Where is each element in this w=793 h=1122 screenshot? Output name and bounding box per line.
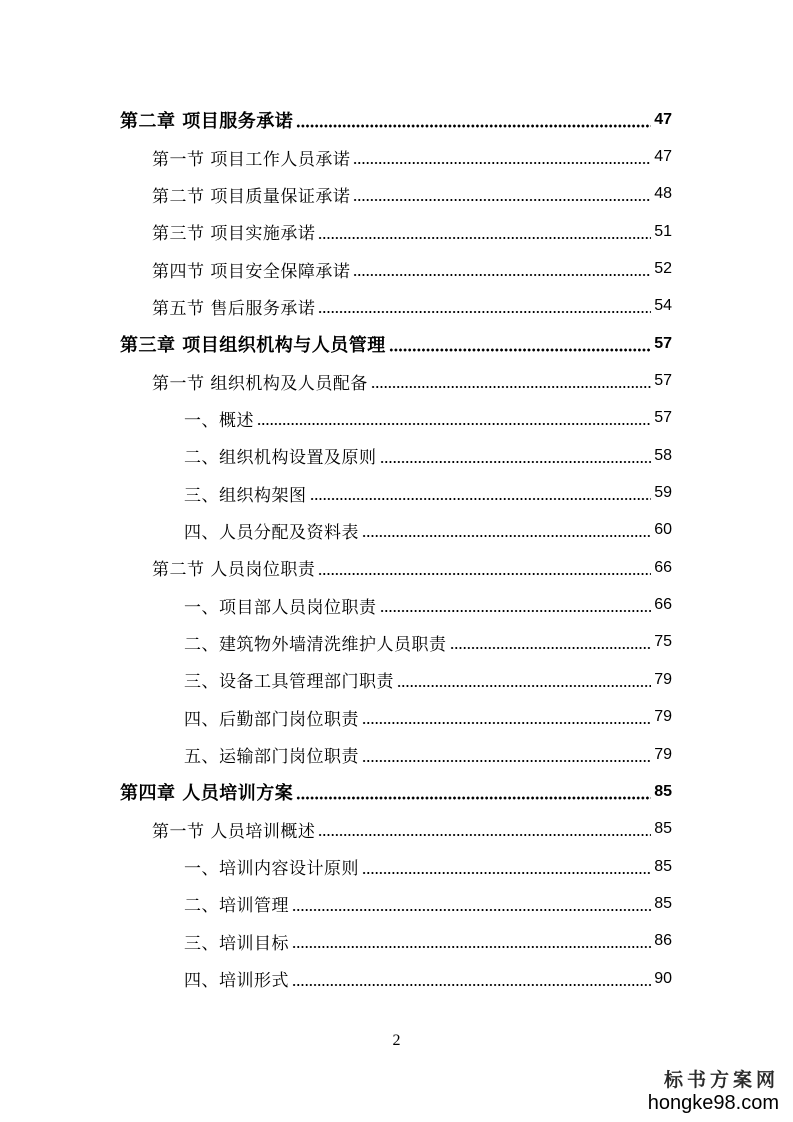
toc-dot-leader xyxy=(397,684,651,688)
toc-entry-page-number: 58 xyxy=(654,446,672,464)
toc-entry-page-number: 52 xyxy=(654,260,672,278)
toc-chapter-entry[interactable] xyxy=(0,325,793,362)
toc-entry-label: 第五节 售后服务承诺 xyxy=(152,298,316,319)
toc-entry-label: 五、运输部门岗位职责 xyxy=(184,747,359,768)
toc-entry-label: 四、后勤部门岗位职责 xyxy=(184,709,359,730)
toc-entry-label: 第三节 项目实施承诺 xyxy=(152,224,316,245)
toc-dot-leader xyxy=(450,646,652,650)
toc-subsection-entry[interactable] xyxy=(0,661,793,698)
toc-dot-leader xyxy=(292,983,651,987)
toc-entry-label: 第三章 项目组织机构与人员管理 xyxy=(120,334,386,356)
toc-entry-label: 三、培训目标 xyxy=(184,933,289,954)
toc-dot-leader xyxy=(362,871,651,875)
toc-entry-page-number: 66 xyxy=(654,596,672,614)
toc-entry-page-number: 85 xyxy=(654,857,672,875)
toc-subsection-entry[interactable] xyxy=(0,885,793,922)
toc-entry-label: 三、设备工具管理部门职责 xyxy=(184,672,394,693)
toc-subsection-entry[interactable] xyxy=(0,624,793,661)
toc-dot-leader xyxy=(371,385,651,389)
toc-entry-label: 一、培训内容设计原则 xyxy=(184,859,359,880)
toc-section-entry[interactable] xyxy=(0,250,793,287)
toc-entry-page-number: 47 xyxy=(654,148,672,166)
toc-entry-page-number: 57 xyxy=(654,409,672,427)
toc-entry-label: 第四节 项目安全保障承诺 xyxy=(152,261,351,282)
toc-section-entry[interactable] xyxy=(0,176,793,213)
toc-dot-leader xyxy=(353,273,651,277)
toc-entry-label: 四、培训形式 xyxy=(184,971,289,992)
toc-entry-label: 二、组织机构设置及原则 xyxy=(184,448,377,469)
toc-subsection-entry[interactable] xyxy=(0,512,793,549)
toc-entry-label: 第一节 组织机构及人员配备 xyxy=(152,373,368,394)
toc-section-entry[interactable] xyxy=(0,549,793,586)
toc-entry-page-number: 57 xyxy=(654,372,672,390)
toc-subsection-entry[interactable] xyxy=(0,474,793,511)
toc-dot-leader xyxy=(292,945,651,949)
toc-entry-label: 第四章 人员培训方案 xyxy=(120,782,294,804)
watermark xyxy=(629,1068,779,1114)
toc-entry-page-number: 85 xyxy=(654,782,672,800)
toc-section-entry[interactable] xyxy=(0,288,793,325)
toc-entry-page-number: 85 xyxy=(654,894,672,912)
toc-entry-label: 一、概述 xyxy=(184,410,254,431)
toc-dot-leader xyxy=(310,497,652,501)
toc-dot-leader xyxy=(318,572,651,576)
toc-entry-page-number: 79 xyxy=(654,708,672,726)
toc-subsection-entry[interactable] xyxy=(0,400,793,437)
toc-entry-label: 第二章 项目服务承诺 xyxy=(120,110,294,132)
toc-dot-leader xyxy=(362,721,651,725)
toc-dot-leader xyxy=(318,833,651,837)
toc-dot-leader xyxy=(362,759,651,763)
toc-subsection-entry[interactable] xyxy=(0,923,793,960)
toc-entry-page-number: 79 xyxy=(654,670,672,688)
toc-entry-label: 四、人员分配及资料表 xyxy=(184,522,359,543)
toc-dot-leader xyxy=(257,422,651,426)
toc-dot-leader xyxy=(318,236,651,240)
toc-subsection-entry[interactable] xyxy=(0,960,793,997)
toc-subsection-entry[interactable] xyxy=(0,736,793,773)
toc-entry-label: 第二节 人员岗位职责 xyxy=(152,560,316,581)
toc-entry-page-number: 47 xyxy=(654,110,672,128)
toc-dot-leader xyxy=(362,534,651,538)
toc-entry-label: 第一节 项目工作人员承诺 xyxy=(152,149,351,170)
toc-entry-page-number: 59 xyxy=(654,484,672,502)
toc-entry-page-number: 90 xyxy=(654,969,672,987)
toc-subsection-entry[interactable] xyxy=(0,848,793,885)
toc-dot-leader xyxy=(380,460,652,464)
toc-chapter-entry[interactable] xyxy=(0,773,793,810)
toc-entry-label: 第二节 项目质量保证承诺 xyxy=(152,186,351,207)
toc-dot-leader xyxy=(318,310,651,314)
toc-dot-leader xyxy=(292,908,651,912)
toc-subsection-entry[interactable] xyxy=(0,699,793,736)
toc-entry-page-number: 75 xyxy=(654,633,672,651)
toc-entry-label: 二、培训管理 xyxy=(184,896,289,917)
watermark-url: hongke98.com xyxy=(647,1092,779,1114)
table-of-contents xyxy=(0,101,793,997)
toc-section-entry[interactable] xyxy=(0,213,793,250)
toc-dot-leader xyxy=(380,609,652,613)
toc-entry-page-number: 86 xyxy=(654,932,672,950)
toc-section-entry[interactable] xyxy=(0,138,793,175)
toc-dot-leader xyxy=(296,124,651,128)
toc-dot-leader xyxy=(353,198,651,202)
toc-entry-label: 第一节 人员培训概述 xyxy=(152,821,316,842)
toc-entry-page-number: 51 xyxy=(654,222,672,240)
toc-entry-page-number: 79 xyxy=(654,745,672,763)
toc-entry-page-number: 60 xyxy=(654,521,672,539)
toc-entry-page-number: 85 xyxy=(654,820,672,838)
toc-entry-label: 三、组织构架图 xyxy=(184,485,307,506)
toc-chapter-entry[interactable] xyxy=(0,101,793,138)
toc-subsection-entry[interactable] xyxy=(0,437,793,474)
toc-dot-leader xyxy=(296,796,651,800)
toc-entry-page-number: 57 xyxy=(654,334,672,352)
toc-entry-page-number: 66 xyxy=(654,558,672,576)
toc-entry-label: 二、建筑物外墙清洗维护人员职责 xyxy=(184,634,447,655)
toc-dot-leader xyxy=(389,348,651,352)
toc-entry-label: 一、项目部人员岗位职责 xyxy=(184,597,377,618)
toc-entry-page-number: 54 xyxy=(654,297,672,315)
toc-entry-page-number: 48 xyxy=(654,185,672,203)
watermark-title: 标书方案网 xyxy=(663,1069,779,1091)
toc-section-entry[interactable] xyxy=(0,362,793,399)
toc-dot-leader xyxy=(353,161,651,165)
page-number: 2 xyxy=(392,1032,401,1049)
toc-subsection-entry[interactable] xyxy=(0,586,793,623)
toc-section-entry[interactable] xyxy=(0,811,793,848)
